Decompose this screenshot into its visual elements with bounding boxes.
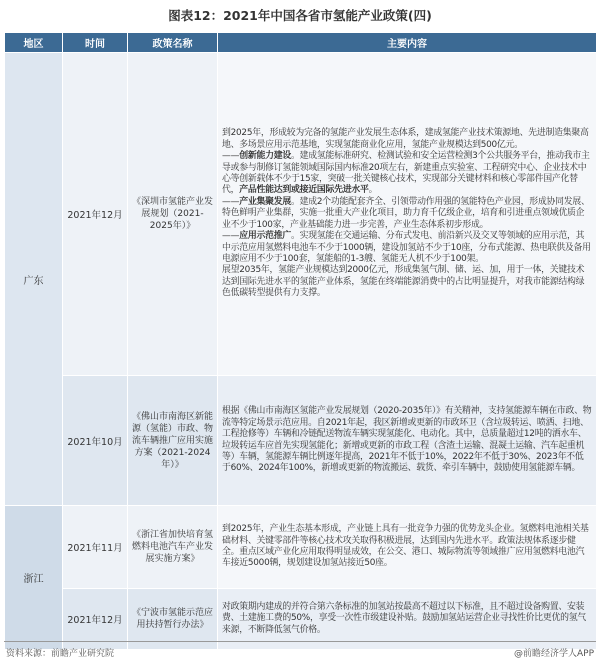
content-cell [218,53,597,376]
content-paragraph: 对政策期内建成的并符合第六条标准的加氢站按最高不超过以下标准，且不超过设备购置、安装费、土建施工费的50%，享受一次性市级建设补贴。鼓励加氢站运营企业寻找性价比更优的氢气来源，不断降低氢气价格。 [222,601,586,635]
time-cell: 2021年12月 [63,589,128,650]
region-cell: 浙江 [5,506,63,650]
header-content: 主要内容 [218,33,597,53]
content-paragraph: 根据《佛山市南海区氢能产业发展规划（2020-2035年）》有关精神，支持氢能源车辆在市政、物流等特定场景示范应用。自2021年起，我区新增或更新的市政环卫（含垃圾转运、喷洒、扫地、工程抢修等）车辆和冷链配送物流车辆实现氢能化、电动化。其中，总质量超过12吨的洒水车、垃圾转运车应首先实现氢能化；新增或更新的市政工程（含渣土运输、混凝土运输、汽车起重机等）车辆，氢能源车辆比例逐年提高，2021年不低于10%，2022年不低于30%、2023年不低于60%、2024年100%，新增或更新的物流搬运、载货、牵引车辆中，鼓励使用氢能源车辆。 [222,406,592,474]
header-policy: 政策名称 [128,33,218,53]
brand-credit: @前瞻经济学人APP [513,649,594,659]
content-cell [218,376,597,506]
time-cell: 2021年11月 [63,506,128,589]
content-paragraph: ——应用示范推广。实现氢能在交通运输、分布式发电、前沿新兴及交叉等领域的应用示范，其中示范应用氢燃料电池车不少于1000辆，建设加氢站不少于10座，分布式能源、热电联供及备用电源应用不少于100套，氢能船的1-3艘、氢能无人机不少于100架。 [222,231,591,264]
table-header-row [5,33,597,53]
content-paragraph: 展望2035年，氢能产业规模达到2000亿元，形成集氢气制、储、运、加，用于一体，关键技术达到国际先进水平的氢能产业体系，氢能在终端能源消费中的占比明显提升，对我市能源结构绿色低碳转型提供有力支撑。 [222,265,585,299]
content-paragraph: 到2025年，产业生态基本形成，产业链上具有一批竞争力强的优势龙头企业。氢燃料电池相关基础材料、关键零部件等核心技术攻关取得积极进展，达到国内先进水平。政策法规体系逐步健全。重点区域产业化应用取得明显成效，在公交、港口、城际物流等领域推广应用氢燃料电池汽车接近5000辆，规划建设加氢站接近50座。 [222,524,589,569]
policy-cell: 《宁波市氢能示范应用扶持暂行办法》 [128,589,218,650]
content-paragraph: ——产业集聚发展。建成2个功能配套齐全、引领带动作用强的氢能特色产业园，形成协同发展、特色鲜明产业集群，实施一批重大产业化项目，助力育千亿级企业，培育和引进重点领域优质企业不少于100家，产业基础能力进一步完善，产业生态体系初步形成。 [222,196,590,230]
policy-table [4,32,597,650]
header-time: 时间 [63,33,128,53]
footer-divider [4,641,596,642]
content-paragraph: 到2025年，形成较为完备的氢能产业发展生态体系，建成氢能产业技术策源地、先进制造集聚高地、多场景应用示范基地，实现氢能商业化应用，氢能产业规模达到500亿元。 [222,128,589,150]
footer [6,644,594,662]
time-cell: 2021年10月 [63,376,128,506]
header-region: 地区 [5,33,63,53]
content-cell [218,506,597,589]
content-paragraph: ——创新能力建设。建成氢能标准研究、检测试验和安全运营检测3个公共服务平台，推动我市主导或参与制修订氢能领域国际国内标准20项左右，新建重点实验室、工程研究中心、企业技术中心等创新载体不少于15家，突破一批关键核心技术，实现部分关键材料和核心零部件国产化替代，产品性能达到或接近国际先进水平。 [222,151,590,196]
source-note: 资料来源：前瞻产业研究院 [6,649,115,659]
policy-cell: 《浙江省加快培育氢燃料电池汽车产业发展实施方案》 [128,506,218,589]
time-cell: 2021年12月 [63,53,128,376]
page-title: 图表12：2021年中国各省市氢能产业政策(四) [168,8,432,23]
table-row [5,506,597,589]
region-cell: 广东 [5,53,63,506]
table-row [5,376,597,506]
table-row [5,53,597,376]
policy-cell: 《佛山市南海区新能源（氢能）市政、物流车辆推广应用实施方案（2021-2024年）》 [128,376,218,506]
policy-cell: 《深圳市氢能产业发展规划（2021-2025年）》 [128,53,218,376]
